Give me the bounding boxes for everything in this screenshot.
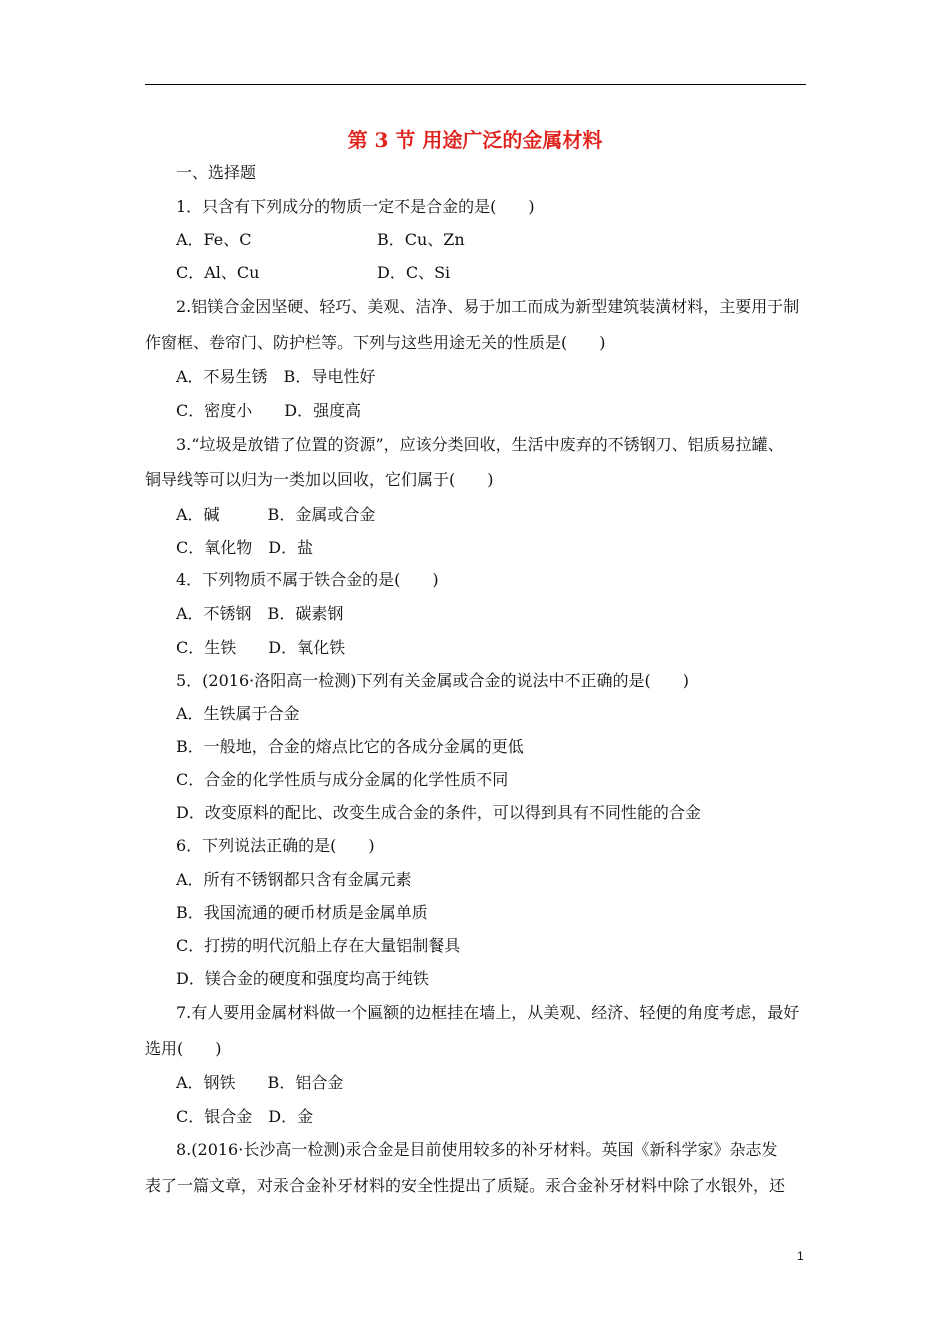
q2-stem-line1: 2.铝镁合金因坚硬、轻巧、美观、洁净、易于加工而成为新型建筑装潢材料，主要用于制 [176, 297, 800, 316]
q5-option-a: A．生铁属于合金 [176, 704, 300, 723]
q2-options-ab: A．不易生锈 B．导电性好 [176, 367, 376, 386]
q3-options-ab: A．碱 B．金属或合金 [176, 505, 376, 524]
q1-stem: 1．只含有下列成分的物质一定不是合金的是( ) [176, 197, 535, 216]
q6-option-c: C．打捞的明代沉船上存在大量铝制餐具 [176, 936, 461, 955]
q6-option-b: B．我国流通的硬币材质是金属单质 [176, 903, 428, 922]
q5-option-c: C．合金的化学性质与成分金属的化学性质不同 [176, 770, 509, 789]
q3-options-cd: C．氧化物 D．盐 [176, 538, 314, 557]
q7-options-cd: C．银合金 D．金 [176, 1107, 314, 1126]
q4-options-ab: A．不锈钢 B．碳素钢 [176, 604, 344, 623]
q6-option-a: A．所有不锈钢都只含有金属元素 [176, 870, 412, 889]
q8-stem-line1: 8.(2016·长沙高一检测)汞合金是目前使用较多的补牙材料。英国《新科学家》杂志发 [176, 1140, 778, 1159]
q4-stem: 4．下列物质不属于铁合金的是( ) [176, 570, 439, 589]
header-rule [145, 84, 806, 85]
q4-options-cd: C．生铁 D．氧化铁 [176, 638, 346, 657]
q5-stem: 5．(2016·洛阳高一检测)下列有关金属或合金的说法中不正确的是( ) [176, 671, 689, 690]
q7-options-ab: A．钢铁 B．铝合金 [176, 1073, 344, 1092]
q6-option-d: D．镁合金的硬度和强度均高于纯铁 [176, 969, 429, 988]
q5-option-d: D．改变原料的配比、改变生成合金的条件，可以得到具有不同性能的合金 [176, 803, 701, 822]
q3-stem-line2: 铜导线等可以归为一类加以回收，它们属于( ) [145, 470, 494, 489]
q1-option-c: C．Al、Cu [176, 263, 260, 282]
q6-stem: 6．下列说法正确的是( ) [176, 836, 375, 855]
q5-option-b: B．一般地，合金的熔点比它的各成分金属的更低 [176, 737, 524, 756]
q2-options-cd: C．密度小 D．强度高 [176, 401, 362, 420]
q1-option-b: B．Cu、Zn [377, 230, 465, 249]
q3-stem-line1: 3.“垃圾是放错了位置的资源”，应该分类回收，生活中废弃的不锈钢刀、铝质易拉罐、 [176, 435, 784, 454]
q7-stem-line1: 7.有人要用金属材料做一个匾额的边框挂在墙上，从美观、经济、轻便的角度考虑，最好 [176, 1003, 800, 1022]
q2-stem-line2: 作窗框、卷帘门、防护栏等。下列与这些用途无关的性质是( ) [145, 333, 606, 352]
section-heading: 一、选择题 [176, 163, 257, 182]
q7-stem-line2: 选用( ) [145, 1039, 222, 1058]
q1-option-d: D．C、Si [377, 263, 451, 282]
page-title: 第 3 节 用途广泛的金属材料 [347, 128, 603, 152]
page-number: 1 [797, 1249, 804, 1263]
q1-option-a: A．Fe、C [176, 230, 252, 249]
q8-stem-line2: 表了一篇文章，对汞合金补牙材料的安全性提出了质疑。汞合金补牙材料中除了水银外，还 [145, 1176, 786, 1195]
